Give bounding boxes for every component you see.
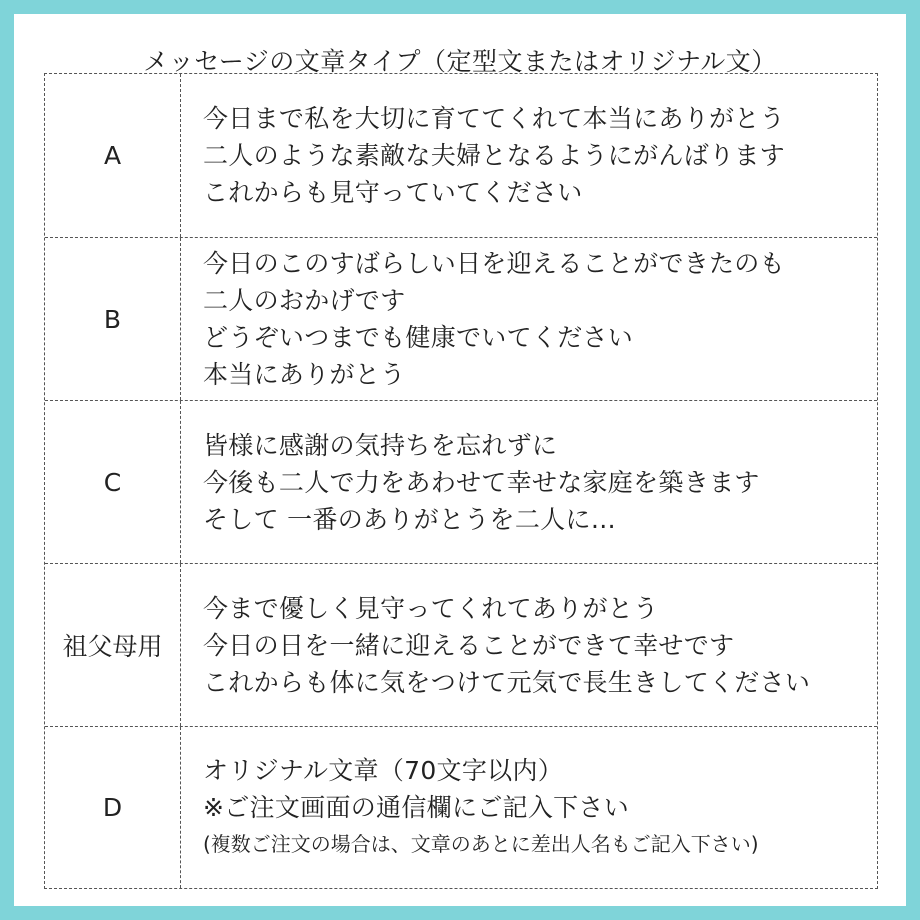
message-line: 皆様に感謝の気持ちを忘れずに [203, 430, 558, 460]
message-line: 今後も二人で力をあわせて幸せな家庭を築きます [203, 467, 760, 497]
row-label-grandparents: 祖父母用 [45, 564, 181, 726]
table-row-d [45, 726, 877, 888]
row-label-a: A [45, 74, 181, 237]
message-line: 今日まで私を大切に育ててくれて本当にありがとう [203, 104, 785, 133]
table-row-grandparents [45, 563, 877, 726]
message-line: ※ご注文画面の通信欄にご記入下さい [203, 793, 630, 822]
message-line: そして 一番のありがとうを二人に… [203, 504, 617, 534]
message-line: 二人のような素敵な夫婦となるようにがんばります [203, 141, 785, 170]
table-row-b [45, 237, 877, 400]
message-line: どうぞいつまでも健康でいてください [203, 323, 634, 352]
message-text-d [181, 727, 877, 888]
message-line: これからも体に気をつけて元気で長生きしてください [203, 667, 811, 697]
message-line: オリジナル文章（70文字以内） [203, 756, 564, 785]
message-line: 今まで優しく見守ってくれてありがとう [203, 593, 659, 623]
message-line: 今日のこのすばらしい日を迎えることができたのも [203, 249, 785, 278]
message-type-card [14, 14, 906, 906]
message-note: (複数ご注文の場合は、文章のあとに差出人名もご記入下さい) [203, 832, 759, 856]
message-text-grandparents [181, 564, 877, 726]
row-label-c: C [45, 401, 181, 563]
message-text-c [181, 401, 877, 563]
message-line: 今日の日を一緒に迎えることができて幸せです [203, 630, 735, 660]
message-line: 本当にありがとう [203, 360, 406, 389]
table-row-a [45, 74, 877, 237]
message-line: 二人のおかげです [203, 286, 406, 315]
message-type-table [44, 73, 878, 889]
row-label-d: D [45, 727, 181, 888]
message-text-a [181, 74, 877, 237]
message-line: これからも見守っていてください [203, 178, 583, 207]
table-row-c [45, 400, 877, 563]
row-label-b: B [45, 238, 181, 400]
message-text-b [181, 238, 877, 400]
page-title: メッセージの文章タイプ（定型文またはオリジナル文） [143, 47, 777, 76]
